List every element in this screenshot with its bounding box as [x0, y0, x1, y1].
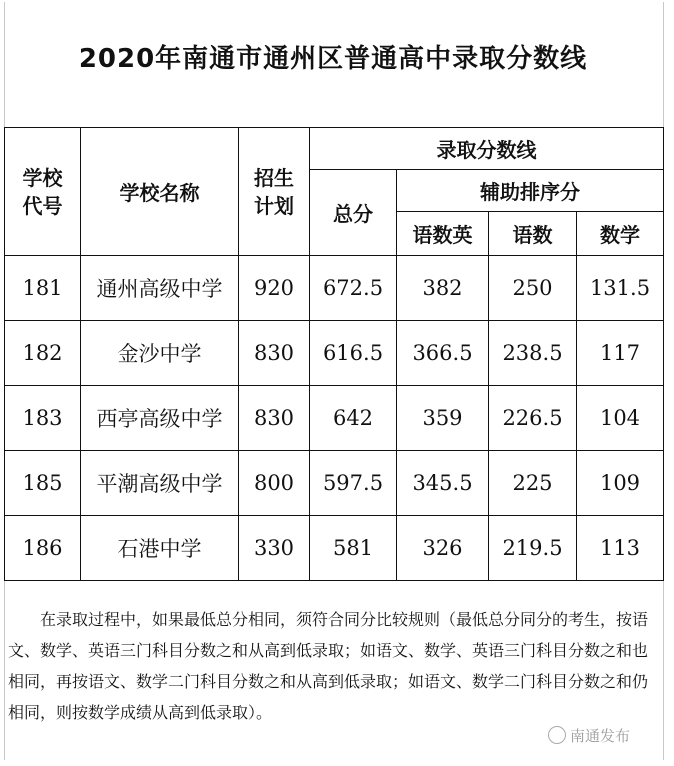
cell-math: 104	[577, 386, 664, 451]
header-aux: 辅助排序分	[397, 170, 664, 212]
cell-math: 109	[577, 451, 664, 516]
cell-yse: 345.5	[397, 451, 489, 516]
cell-ys: 250	[489, 256, 577, 321]
cell-yse: 359	[397, 386, 489, 451]
cell-name: 平潮高级中学	[81, 451, 239, 516]
cell-total: 581	[310, 516, 397, 581]
rule-note-text: 在录取过程中，如果最低总分相同，须符合同分比较规则（最低总分同分的考生，按语文、数学、英语三门科目分数之和从高到低录取；如语文、数学、英语三门科目分数之和也相同，再按语文、数学二门科目分数之和从高到低录取；如语文、数学二门科目分数之和仍相同，则按数学成绩从高到低录取）。	[8, 610, 649, 722]
header-enroll-plan: 招生 计划	[239, 128, 310, 256]
header-ys: 语数	[489, 212, 577, 256]
cell-name: 金沙中学	[81, 321, 239, 386]
header-total: 总分	[310, 170, 397, 256]
rule-note	[8, 604, 660, 728]
table-row	[5, 321, 664, 386]
header-math: 数学	[577, 212, 664, 256]
cell-code: 186	[5, 516, 81, 581]
cell-code: 185	[5, 451, 81, 516]
score-table	[4, 127, 664, 581]
watermark	[548, 725, 630, 746]
header-school-code: 学校 代号	[5, 128, 81, 256]
page-title: 2020年南通市通州区普通高中录取分数线	[78, 44, 588, 74]
cell-yse: 366.5	[397, 321, 489, 386]
cell-total: 616.5	[310, 321, 397, 386]
cell-yse: 326	[397, 516, 489, 581]
header-school-name: 学校名称	[81, 128, 239, 256]
cell-math: 113	[577, 516, 664, 581]
cell-total: 642	[310, 386, 397, 451]
cell-plan: 330	[239, 516, 310, 581]
cell-name: 石港中学	[81, 516, 239, 581]
cell-plan: 830	[239, 386, 310, 451]
cell-plan: 830	[239, 321, 310, 386]
cell-code: 182	[5, 321, 81, 386]
cell-code: 181	[5, 256, 81, 321]
cell-math: 117	[577, 321, 664, 386]
cell-ys: 226.5	[489, 386, 577, 451]
cell-yse: 382	[397, 256, 489, 321]
cell-plan: 800	[239, 451, 310, 516]
cell-total: 597.5	[310, 451, 397, 516]
table-row	[5, 386, 664, 451]
cell-ys: 238.5	[489, 321, 577, 386]
watermark-text: 南通发布	[570, 727, 631, 745]
cell-plan: 920	[239, 256, 310, 321]
cell-name: 西亭高级中学	[81, 386, 239, 451]
wechat-icon	[548, 726, 566, 744]
header-cutoff: 录取分数线	[310, 128, 664, 170]
header-yse: 语数英	[397, 212, 489, 256]
cell-total: 672.5	[310, 256, 397, 321]
cell-math: 131.5	[577, 256, 664, 321]
cell-code: 183	[5, 386, 81, 451]
cell-ys: 219.5	[489, 516, 577, 581]
table-row	[5, 451, 664, 516]
cell-name: 通州高级中学	[81, 256, 239, 321]
table-row	[5, 516, 664, 581]
cell-ys: 225	[489, 451, 577, 516]
table-row	[5, 256, 664, 321]
